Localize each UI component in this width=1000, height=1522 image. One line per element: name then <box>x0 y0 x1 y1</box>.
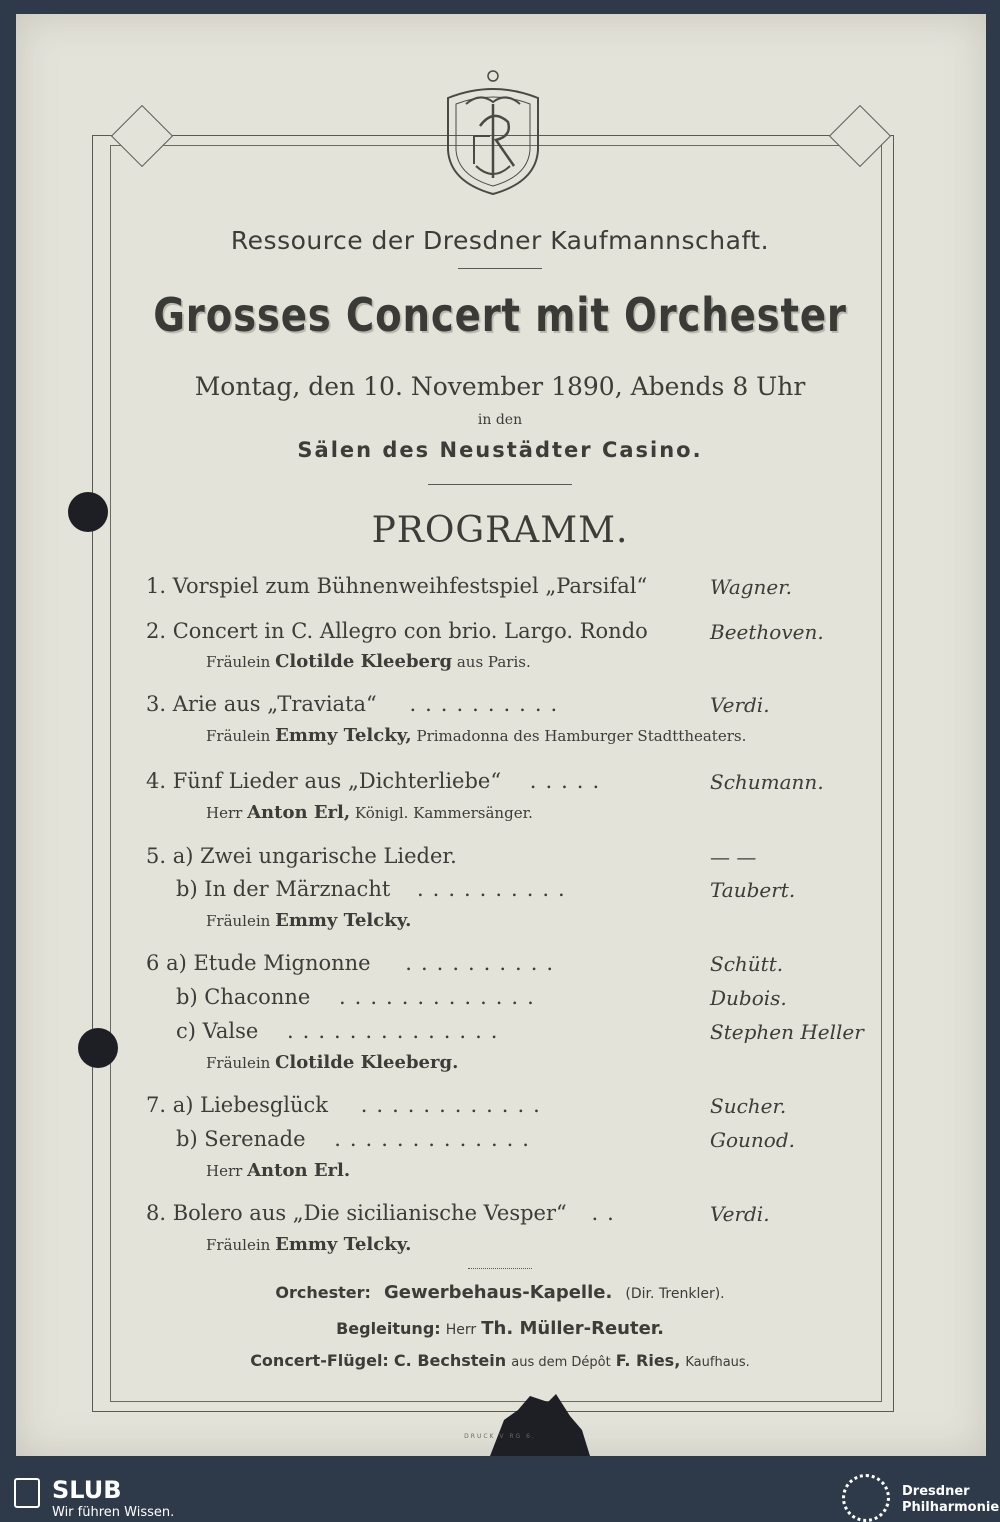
item-title: a) Etude Mignonne <box>166 951 371 975</box>
philharmonie-name-line2: Philharmonie <box>902 1500 1000 1515</box>
item-number: 7. <box>146 1093 167 1117</box>
performer-prefix: Herr <box>206 1162 243 1180</box>
item-title: Concert in C. Allegro con brio. Largo. Rondo <box>172 619 648 643</box>
performer-suffix: Königl. Kammersänger. <box>354 804 533 822</box>
leader-dots: .......... <box>409 692 567 716</box>
program-item-7b <box>176 1127 538 1151</box>
accompaniment-label: Begleitung: <box>336 1319 441 1338</box>
composer: Verdi. <box>710 693 770 717</box>
item-title: b) Chaconne <box>176 985 311 1009</box>
divider-ornament <box>458 268 542 269</box>
in-den-text: in den <box>477 412 523 428</box>
piano-place: Kaufhaus. <box>685 1355 750 1370</box>
performer-line <box>206 910 411 931</box>
item-title: b) Serenade <box>176 1127 306 1151</box>
performer-prefix: Fräulein <box>206 1236 271 1254</box>
performer-prefix: Fräulein <box>206 653 271 671</box>
performer-line <box>206 1052 458 1073</box>
performer-line <box>206 1234 411 1255</box>
leader-dots: ............. <box>339 985 543 1009</box>
orchestra-director: (Dir. Trenkler). <box>625 1286 725 1302</box>
divider-ornament <box>468 1268 532 1269</box>
composer: Schumann. <box>710 770 824 794</box>
item-title: c) Valse <box>176 1019 259 1043</box>
society-emblem-icon <box>436 70 550 198</box>
performer-name: Clotilde Kleeberg <box>275 651 453 672</box>
item-title: a) Liebesglück <box>172 1093 329 1117</box>
composer: Beethoven. <box>710 620 824 644</box>
composer: Taubert. <box>710 878 796 902</box>
piano-dealer: F. Ries, <box>615 1351 681 1370</box>
philharmonie-logo-icon[interactable] <box>842 1474 890 1522</box>
accompanist-name: Th. Müller-Reuter. <box>481 1318 664 1339</box>
performer-prefix: Fräulein <box>206 1054 271 1072</box>
leader-dots: .............. <box>287 1019 507 1043</box>
accompaniment-line <box>0 1318 1000 1339</box>
slub-book-icon <box>14 1478 40 1508</box>
item-number: 8. <box>146 1201 167 1225</box>
program-item-6a <box>146 951 562 975</box>
organisation-name: Ressource der Dresdner Kaufmannschaft. <box>230 226 770 255</box>
item-number: 3. <box>146 692 167 716</box>
performer-name: Emmy Telcky. <box>275 1234 412 1255</box>
leader-dots: .. <box>591 1201 623 1225</box>
program-item-8 <box>146 1201 623 1225</box>
orchestra-name: Gewerbehaus-Kapelle. <box>383 1282 613 1303</box>
program-item-5b <box>176 877 574 901</box>
performer-name: Clotilde Kleeberg. <box>275 1052 459 1073</box>
leader-dots: .......... <box>405 951 563 975</box>
piano-line <box>0 1351 1000 1370</box>
item-title: Vorspiel zum Bühnenweihfestspiel „Parsifal“ <box>172 574 648 598</box>
printer-imprint: DRUCK V RG 6. <box>464 1433 536 1440</box>
leader-dots: ............ <box>360 1093 549 1117</box>
program-item-6c <box>176 1019 506 1043</box>
composer: Sucher. <box>710 1094 787 1118</box>
performer-suffix: aus Paris. <box>456 653 531 671</box>
piano-maker: C. Bechstein <box>393 1351 507 1370</box>
composer: Verdi. <box>710 1202 770 1226</box>
punch-hole <box>78 1028 118 1068</box>
item-title: Fünf Lieder aus „Dichterliebe“ <box>172 769 502 793</box>
orchestra-label: Orchester: <box>275 1283 371 1302</box>
composer: Wagner. <box>710 575 792 599</box>
item-title: a) Zwei ungarische Lieder. <box>172 844 457 868</box>
performer-line <box>206 1160 350 1181</box>
composer: Gounod. <box>710 1128 795 1152</box>
item-number: 5. <box>146 844 167 868</box>
item-title: Bolero aus „Die sicilianische Vesper“ <box>172 1201 567 1225</box>
program-item-7a <box>146 1093 549 1117</box>
item-number: 4. <box>146 769 167 793</box>
leader-dots: .......... <box>416 877 574 901</box>
performer-prefix: Fräulein <box>206 727 271 745</box>
piano-depot-text: aus dem Dépôt <box>511 1355 611 1370</box>
orchestra-line <box>0 1282 1000 1303</box>
program-item-6b <box>176 985 543 1009</box>
concert-title: Grosses Concert mit Orchester <box>153 288 847 342</box>
performer-suffix: Primadonna des Hamburger Stadttheaters. <box>416 727 747 745</box>
venue-line: Sälen des Neustädter Casino. <box>297 438 703 462</box>
item-number: 2. <box>146 619 167 643</box>
composer: Stephen Heller <box>710 1020 864 1044</box>
performer-name: Anton Erl. <box>247 1160 351 1181</box>
item-title: Arie aus „Traviata“ <box>172 692 377 716</box>
program-item-1 <box>146 574 647 598</box>
piano-label: Concert-Flügel: <box>250 1351 389 1370</box>
composer: Schütt. <box>710 952 784 976</box>
divider-ornament <box>428 484 572 485</box>
item-number: 6 <box>146 951 160 975</box>
performer-prefix: Herr <box>206 804 243 822</box>
performer-line <box>206 725 746 746</box>
philharmonie-name-line1: Dresdner <box>902 1484 970 1499</box>
date-line: Montag, den 10. November 1890, Abends 8 Uhr <box>194 372 806 401</box>
item-number: 1. <box>146 574 167 598</box>
performer-name: Emmy Telcky, <box>275 725 412 746</box>
performer-line <box>206 651 531 672</box>
program-item-3 <box>146 692 566 716</box>
program-item-4 <box>146 769 608 793</box>
performer-prefix: Fräulein <box>206 912 271 930</box>
leader-dots: ............. <box>334 1127 538 1151</box>
program-item-2 <box>146 619 648 643</box>
item-title: b) In der Märznacht <box>176 877 391 901</box>
slub-logo-text[interactable]: SLUB <box>52 1476 122 1504</box>
composer: — — <box>710 845 757 869</box>
torn-paper-notch <box>490 1390 590 1460</box>
composer: Dubois. <box>710 986 787 1010</box>
leader-dots: ..... <box>529 769 609 793</box>
accompaniment-prefix: Herr <box>445 1322 477 1338</box>
program-item-5a <box>146 844 457 868</box>
performer-name: Anton Erl, <box>247 802 351 823</box>
programm-heading: PROGRAMM. <box>371 510 629 551</box>
slub-tagline: Wir führen Wissen. <box>52 1505 175 1520</box>
performer-name: Emmy Telcky. <box>275 910 412 931</box>
performer-line <box>206 802 533 823</box>
